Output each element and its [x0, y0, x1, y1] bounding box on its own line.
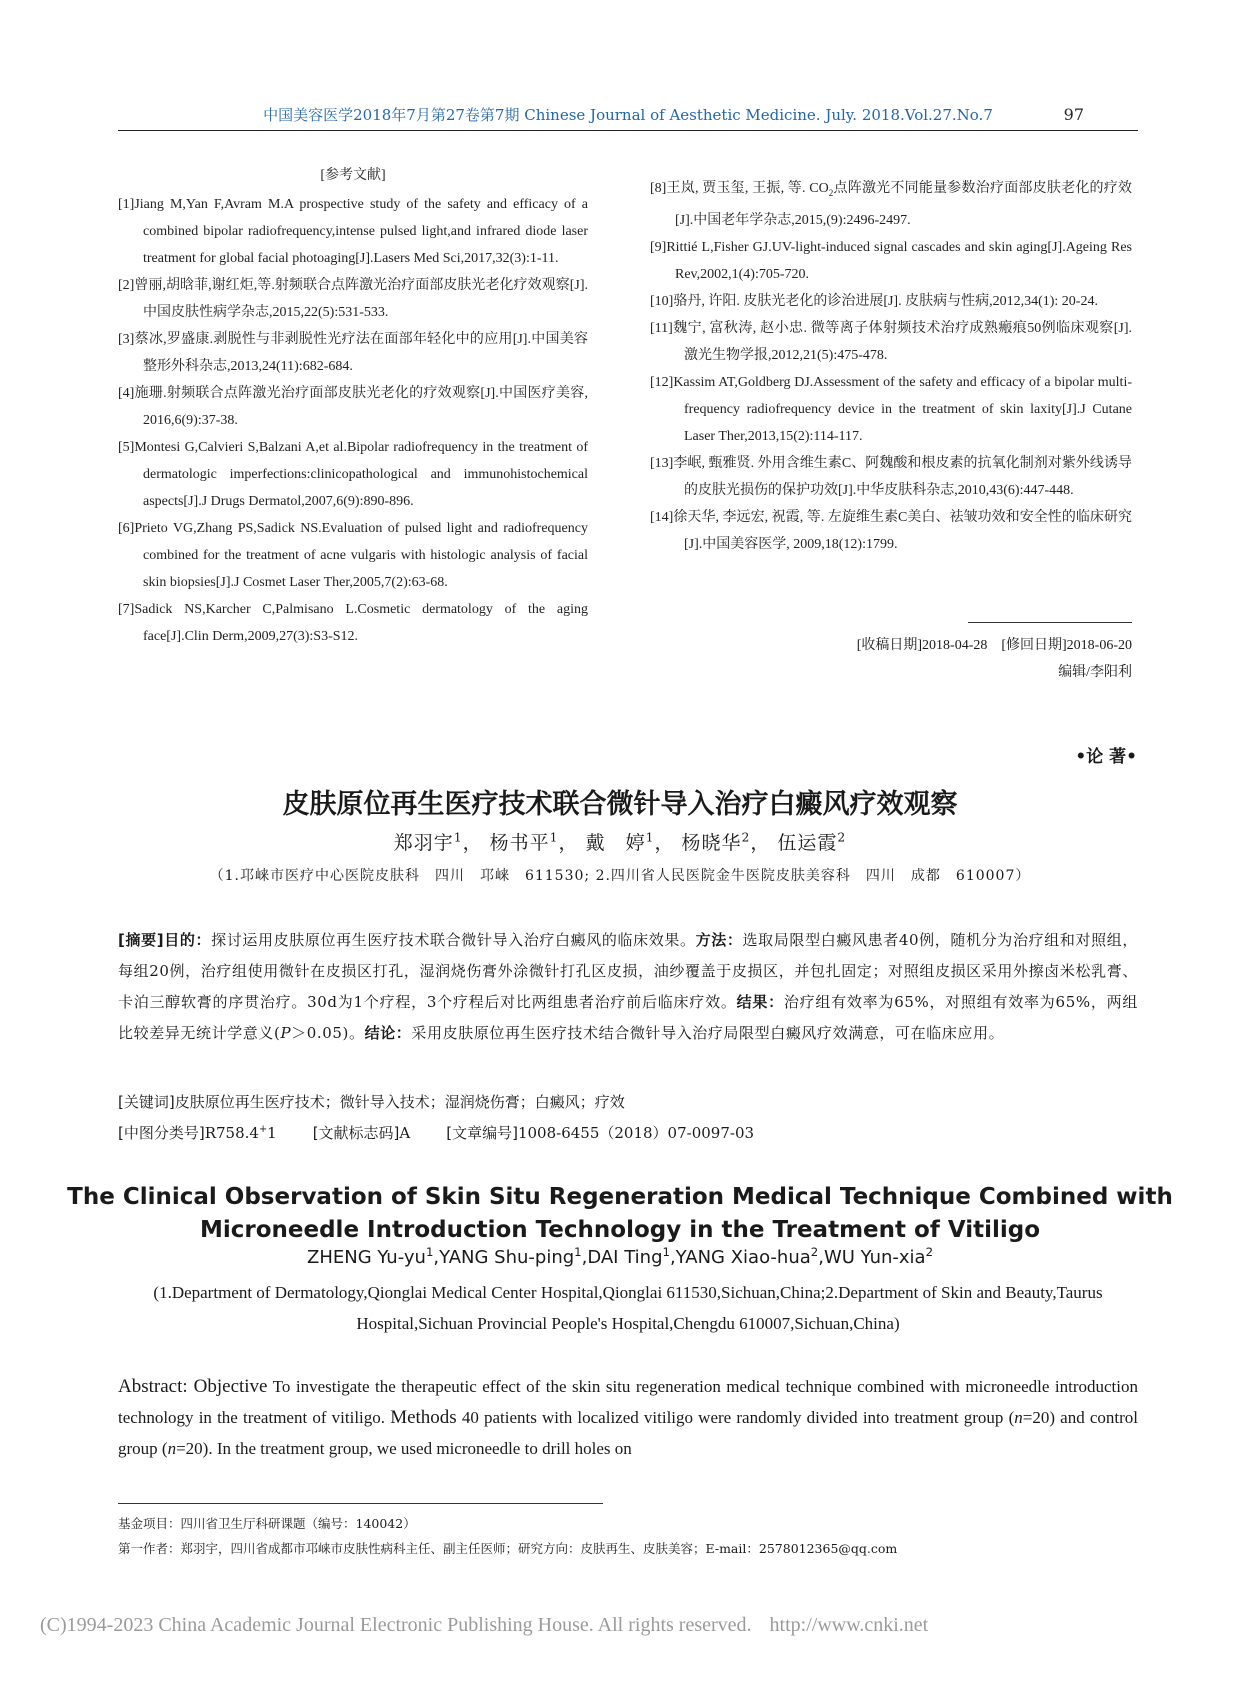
- reference-item: [4]施珊.射频联合点阵激光治疗面部皮肤光老化的疗效观察[J].中国医疗美容, 2016,6(9):37-38.: [118, 386, 588, 428]
- dates-divider: [968, 622, 1132, 623]
- reference-item: [7]Sadick NS,Karcher C,Palmisano L.Cosmetic dermatology of the aging face[J].Clin Derm,2009,27(3):S3-S12.: [118, 602, 588, 644]
- abstract-en-label: Abstract: Objective: [118, 1376, 268, 1397]
- references-left-column: [118, 162, 588, 650]
- keywords-cn: [118, 1091, 1138, 1112]
- author-name: 杨晓华: [681, 832, 742, 854]
- objective-text: 探讨运用皮肤原位再生医疗技术联合微针导入治疗白癜风的临床效果。: [211, 931, 696, 949]
- methods-en-text: 40 patients with localized vitiligo were randomly divided into treatment group (: [456, 1408, 1015, 1427]
- reference-item: [2]曾丽,胡晗菲,谢红炬,等.射频联合点阵激光治疗面部皮肤光老化疗效观察[J].中国皮肤性病学杂志,2015,22(5):531-533.: [118, 278, 588, 320]
- first-author-note: 第一作者：郑羽宇，四川省成都市邛崃市皮肤性病科主任、副主任医师；研究方向：皮肤再生、皮肤美容；E-mail：2578012365@qq.com: [118, 1541, 898, 1556]
- methods-label: 方法：: [695, 931, 743, 949]
- keywords-label: [关键词]: [118, 1093, 175, 1111]
- conclusion-text: 采用皮肤原位再生医疗技术结合微针导入治疗局限型白癜风疗效满意，可在临床应用。: [411, 1024, 1005, 1042]
- cnki-link[interactable]: http://www.cnki.net: [769, 1614, 929, 1636]
- conclusion-label: 结论：: [364, 1024, 412, 1042]
- keywords-text: 皮肤原位再生医疗技术；微针导入技术；湿润烧伤膏；白癜风；疗效: [174, 1093, 625, 1111]
- reference-item: [12]Kassim AT,Goldberg DJ.Assessment of the safety and efficacy of a bipolar multi-frequency radiofrequency device in the treatment of skin laxity[J].J Cutane Laser Ther,2013,15(2):114-117.: [650, 374, 1132, 444]
- references-right-column: [650, 175, 1132, 558]
- classification-line: [中图分类号]R758.4+1 [文献标志码]A [文章编号]1008-6455（2018）07-0097-03: [118, 1124, 755, 1142]
- section-tag: •论 著•: [1075, 747, 1137, 767]
- results-label: 结果：: [736, 993, 784, 1011]
- footnotes: [118, 1511, 1138, 1561]
- fund-note: 基金项目：四川省卫生厅科研课题（编号：140042）: [118, 1516, 416, 1531]
- methods-en-label: Methods: [390, 1407, 457, 1428]
- reference-item: [8]王岚, 贾玉玺, 王振, 等. $CO_2$点阵激光不同能量参数治疗面部皮肤老化的疗效[J].中国老年学杂志,2015,(9):2496-2497.: [650, 181, 1133, 228]
- reference-item: [14]徐天华, 李远宏, 祝霞, 等. 左旋维生素C美白、祛皱功效和安全性的临床研究[J].中国美容医学, 2009,18(12):1799.: [650, 509, 1132, 552]
- article-no-value: 1008-6455（2018）07-0097-03: [517, 1124, 755, 1142]
- references-title: [参考文献]: [320, 168, 386, 183]
- affiliation-cn: （1.邛崃市医疗中心医院皮肤科 四川 邛崃 611530; 2.四川省人民医院金牛医院皮肤美容科 四川 成都 610007）: [209, 868, 1031, 884]
- journal-citation: 中国美容医学2018年7月第27卷第7期 Chinese Journal of Aesthetic Medicine. July. 2018.Vol.27.No.7: [263, 106, 993, 124]
- author-name: 杨书平: [489, 832, 550, 854]
- author-name: WU Yun-xia: [823, 1247, 926, 1268]
- article-no-label: [文章编号]: [446, 1124, 518, 1142]
- abstract-label: [摘要]: [118, 931, 165, 949]
- methods-text: 选取局限型白癜风患者40例，随机分为治疗组和对照组，每组20例，治疗组使用微针在皮损区打孔，湿润烧伤膏外涂微针打孔区皮损，油纱覆盖于皮损区，并包扎固定；对照组皮损区采用外擦卤米松乳膏、卡泊三醇软膏的序贯治疗。30d为1个疗程，3个疗程后对比两组患者治疗前后临床疗效。: [118, 931, 1138, 1011]
- article-title-cn: 皮肤原位再生医疗技术联合微针导入治疗白癜风疗效观察: [282, 789, 958, 820]
- abstract-cn: [摘要]目的：探讨运用皮肤原位再生医疗技术联合微针导入治疗白癜风的临床效果。方法：选取局限型白癜风患者40例，随机分为治疗组和对照组，每组20例，治疗组使用微针在皮损区打孔，湿润烧伤膏外涂微针打孔区皮损，油纱覆盖于皮损区，并包扎固定；对照组皮损区采用外擦卤米松乳膏、卡泊三醇软膏的序贯治疗。30d为1个疗程，3个疗程后对比两组患者治疗前后临床疗效。结果：治疗组有效率为65%，对照组有效率为65%，两组比较差异无统计学意义(P＞0.05)。结论：采用皮肤原位再生医疗技术结合微针导入治疗局限型白癜风疗效满意，可在临床应用。: [118, 931, 1138, 1042]
- reference-item: [13]李岷, 甄雅贤. 外用含维生素C、阿魏酸和根皮素的抗氧化制剂对紫外线诱导的皮肤光损伤的保护功效[J].中华皮肤科杂志,2010,43(6):447-448.: [650, 455, 1132, 498]
- abstract-en: Abstract: Objective To investigate the therapeutic effect of the skin situ regeneration medical technique combined with microneedle introduction technology in the treatment of vitiligo. Methods 40 patients with localized vitiligo were randomly divided into treatment group (n=20) and control group (n=20). In the treatment group, we used microneedle to drill holes on: [118, 1376, 1139, 1458]
- affiliation-en: (1.Department of Dermatology,Qionglai Medical Center Hospital,Qionglai 611530,Sichuan,China;2.Department of Skin and Beauty,Taurus Hospital,Sichuan Provincial People's Hospital,Chengdu 610007,Sichuan,China): [153, 1283, 1103, 1333]
- reference-item: [9]Rittié L,Fisher GJ.UV-light-induced signal cascades and skin aging[J].Ageing Res Rev,2002,1(4):705-720.: [650, 239, 1132, 282]
- objective-en-text: To investigate the therapeutic effect of the skin situ regeneration medical technique combined with microneedle introduction technology in the treatment of vitiligo.: [118, 1377, 1138, 1427]
- footnote-divider: [118, 1503, 603, 1504]
- page-number: 97: [1063, 105, 1084, 124]
- author-name: 郑羽宇: [393, 832, 454, 854]
- objective-label: 目的：: [164, 931, 212, 949]
- author-name: YANG Xiao-hua: [675, 1247, 811, 1268]
- author-name: YANG Shu-ping: [439, 1247, 575, 1268]
- submission-dates: [740, 632, 1132, 686]
- doc-code-value: A: [399, 1124, 411, 1142]
- reference-item: [3]蔡冰,罗盛康.剥脱性与非剥脱性光疗法在面部年轻化中的应用[J].中国美容整形外科杂志,2013,24(11):682-684.: [118, 332, 588, 374]
- article-title-en: The Clinical Observation of Skin Situ Regeneration Medical Technique Combined with Microneedle Introduction Technology in the Treatment of Vitiligo: [67, 1184, 1173, 1243]
- copyright-text: (C)1994-2023 China Academic Journal Electronic Publishing House. All rights reserved.: [40, 1614, 752, 1636]
- clc-value: R758.4: [204, 1124, 259, 1142]
- reference-item: [6]Prieto VG,Zhang PS,Sadick NS.Evaluation of pulsed light and radiofrequency combined for the treatment of acne vulgaris with histologic analysis of facial skin biopsies[J].J Cosmet Laser Ther,2005,7(2):63-68.: [118, 521, 588, 590]
- doc-code-label: [文献标志码]: [312, 1124, 400, 1142]
- reference-item: [10]骆丹, 许阳. 皮肤光老化的诊治进展[J]. 皮肤病与性病,2012,34(1): 20-24.: [650, 293, 1098, 309]
- received-revised-dates: [收稿日期]2018-04-28 [修回日期]2018-06-20: [856, 638, 1132, 653]
- results-text: 治疗组有效率为65%，对照组有效率为65%，两组比较差异无统计学意义(: [118, 993, 1138, 1042]
- reference-item: [1]Jiang M,Yan F,Avram M.A prospective study of the safety and efficacy of a combined bipolar radiofrequency,intense pulsed light,and infrared diode laser treatment for global facial photoaging[J].Lasers Med Sci,2017,32(3):1-11.: [118, 197, 588, 266]
- authors-en: ZHENG $Yu-yu^1,YANG$ Shu-ping$^1$,DAI Ting$^1$,YANG Xiao-hua$^2$,WU Yun-xia$^2$: [306, 1245, 934, 1268]
- editor-credit: 编辑/李阳利: [1058, 665, 1132, 680]
- reference-item: [5]Montesi G,Calvieri S,Balzani A,et al.Bipolar radiofrequency in the treatment of dermatologic imperfections:clinicopathological and immunohistochemical aspects[J].J Drugs Dermatol,2007,6(9):890-896.: [118, 440, 588, 509]
- author-name: 戴 婷: [585, 832, 646, 854]
- author-name: 伍运霞: [777, 832, 838, 854]
- author-name: ZHENG Yu-yu: [306, 1247, 426, 1268]
- copyright-watermark: [40, 1614, 928, 1637]
- author-name: DAI Ting: [587, 1247, 663, 1268]
- authors-cn: 郑羽宇$^1$， 杨书平$^1$， 戴 婷$^1$， 杨晓华$^2$， 伍运霞$^2$: [393, 830, 847, 854]
- running-header: [118, 106, 1138, 131]
- reference-item: [11]魏宁, 富秋涛, 赵小忠. 微等离子体射频技术治疗成熟瘢痕50例临床观察[J].激光生物学报,2012,21(5):475-478.: [650, 320, 1132, 363]
- clc-label: [中图分类号]: [118, 1124, 205, 1142]
